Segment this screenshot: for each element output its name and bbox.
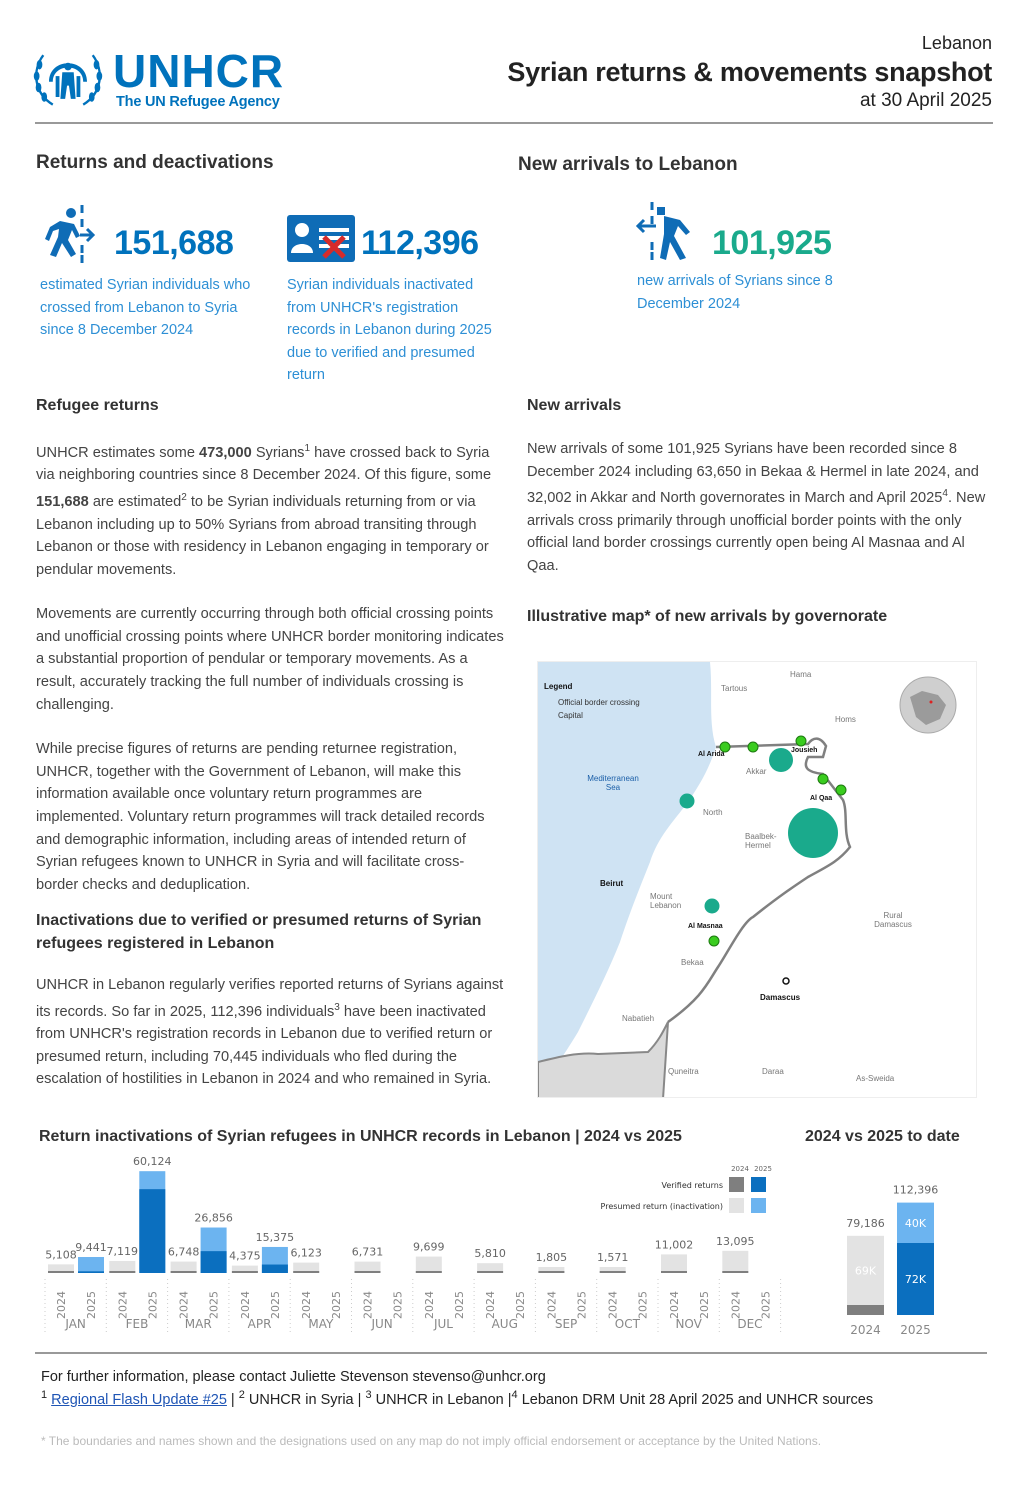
label-2024-aug: 5,810 bbox=[474, 1247, 506, 1261]
year-tick-2025: 2025 bbox=[514, 1291, 528, 1319]
label-2024-apr: 4,375 bbox=[229, 1249, 261, 1263]
unhcr-logo-subtitle: The UN Refugee Agency bbox=[116, 94, 280, 110]
map-label-akkar: Akkar bbox=[746, 767, 767, 776]
footer-divider bbox=[35, 1352, 987, 1354]
month-label-oct: OCT bbox=[614, 1317, 640, 1331]
kpi-arrivals-value: 101,925 bbox=[712, 224, 832, 262]
map-label-damascus: Damascus bbox=[760, 993, 801, 1002]
year-tick-2025: 2025 bbox=[636, 1291, 650, 1319]
month-label-feb: FEB bbox=[125, 1317, 149, 1331]
legend-label: Presumed return (inactivation) bbox=[600, 1202, 723, 1211]
year-tick-2024: 2024 bbox=[300, 1291, 314, 1319]
map-label-crossing-qaa: Al Qaa bbox=[810, 795, 833, 802]
new-arrivals-text bbox=[527, 438, 997, 599]
month-label-jun: JUN bbox=[371, 1317, 393, 1331]
month-label-jul: JUL bbox=[433, 1317, 453, 1331]
ytd-comparison-chart bbox=[820, 1150, 990, 1340]
year-tick-2024: 2024 bbox=[422, 1291, 436, 1319]
label-2024-nov: 11,002 bbox=[654, 1238, 694, 1252]
ytd-chart-title: 2024 vs 2025 to date bbox=[805, 1128, 960, 1145]
label-2024-jan: 5,108 bbox=[45, 1248, 77, 1262]
bar-2024-verified-jun bbox=[355, 1271, 381, 1273]
ytd-label-presumed-2024: 69K bbox=[854, 1264, 877, 1278]
map-label-bekaa: Bekaa bbox=[681, 958, 704, 967]
inactivations-heading: Inactivations due to verified or presumed returns of Syrian refugees registered in Lebanon bbox=[36, 912, 482, 952]
label-2024-dec: 13,095 bbox=[716, 1234, 755, 1248]
kpi-inactivated-description: Syrian individuals inactivated from UNHCR's registration records in Lebanon during 2025 due to verified and presumed return bbox=[287, 277, 492, 383]
bar-2025-presumed-jan bbox=[78, 1257, 104, 1273]
map-legend-title: Legend bbox=[544, 682, 573, 691]
unhcr-emblem-icon bbox=[30, 42, 106, 114]
year-tick-2024: 2024 bbox=[484, 1291, 498, 1319]
legend-swatch-2025 bbox=[751, 1198, 766, 1213]
inactivations-paragraph: UNHCR in Lebanon regularly verifies reported returns of Syrians against its records. So far in 2025, 112,396 individuals$^3$ have been inactivated from UNHCR's registration records in Lebanon due to verified return or presumed return, including 70,445 individuals who fled during the escalation of hostilities in Lebanon in 2024 and who remained in Syria. bbox=[36, 977, 504, 1088]
bar-2024-verified-jan bbox=[48, 1271, 74, 1273]
year-tick-2025: 2025 bbox=[452, 1291, 466, 1319]
month-label-aug: AUG bbox=[491, 1317, 518, 1331]
person-crossing-left-icon bbox=[634, 202, 696, 262]
crossing-marker bbox=[818, 774, 828, 784]
map-label-mount-lebanon: Mount Lebanon bbox=[650, 892, 682, 910]
ytd-label-presumed-2025: 40K bbox=[904, 1216, 927, 1230]
map-label-crossing-masnaa: Al Masnaa bbox=[688, 923, 723, 930]
map-label-crossing-arida: Al Arida bbox=[698, 751, 725, 758]
year-tick-2024: 2024 bbox=[545, 1291, 559, 1319]
map-label-as-sweida: As-Sweida bbox=[856, 1074, 895, 1083]
label-2025-apr: 15,375 bbox=[255, 1230, 295, 1244]
label-2024-jun: 6,731 bbox=[351, 1245, 384, 1259]
map-label-sea: Mediterranean Sea bbox=[587, 774, 639, 792]
map-label-tartous: Tartous bbox=[721, 684, 748, 693]
new-arrivals-map bbox=[537, 661, 977, 1098]
refugee-returns-paragraph-1: UNHCR estimates some 473,000 Syrians$^1$ have crossed back to Syria via neighboring countries since 8 December 2024. Of this figure, some 151,688 are estimated$^2$ to be Syrian individuals returning from or via Lebanon including up to 50% Syrians from abroad transiting through Lebanon or those with residency in Lebanon engaging in temporary or pendular movements. bbox=[36, 443, 492, 578]
ytd-label-verified-2025: 72K bbox=[904, 1273, 927, 1286]
new-arrivals-heading: New arrivals bbox=[527, 397, 622, 414]
year-tick-2024: 2024 bbox=[238, 1291, 252, 1319]
map-legend-crossing: Official border crossing bbox=[558, 698, 640, 707]
label-2024-oct: 1,571 bbox=[596, 1251, 629, 1264]
map-disclaimer: * The boundaries and names shown and the designations used on any map do not imply official endorsement or acceptance by the United Nations. bbox=[41, 1434, 822, 1448]
map-label-rural-damascus: Rural Damascus bbox=[874, 911, 912, 929]
header-divider bbox=[35, 122, 993, 124]
map-legend-capital: Capital bbox=[558, 711, 583, 720]
refugee-returns-heading: Refugee returns bbox=[36, 397, 159, 414]
bar-2025-verified-apr bbox=[262, 1265, 288, 1273]
report-date: at 30 April 2025 bbox=[859, 90, 992, 111]
unhcr-logo-text: UNHCR bbox=[113, 45, 285, 97]
year-tick-2024: 2024 bbox=[606, 1291, 620, 1319]
bar-2024-verified-feb bbox=[109, 1271, 135, 1273]
page-title: Syrian returns & movements snapshot bbox=[507, 57, 992, 87]
month-label-mar: MAR bbox=[184, 1317, 212, 1331]
year-tick-2025: 2025 bbox=[207, 1291, 221, 1319]
country-label: Lebanon bbox=[921, 33, 992, 53]
bubble-north bbox=[680, 794, 695, 809]
crossing-marker bbox=[748, 742, 758, 752]
map-label-homs: Homs bbox=[835, 715, 856, 724]
label-2025-mar: 26,856 bbox=[194, 1211, 233, 1225]
bubble-baalbek-hermel bbox=[788, 808, 838, 858]
sources-line: $^1$ Regional Flash Update #25 | $^2$ UNHCR in Syria | $^3$ UNHCR in Lebanon $|^4$ Lebanon DRM Unit 28 April 2025 and UNHCR sources bbox=[41, 1389, 874, 1408]
year-tick-2024: 2024 bbox=[177, 1291, 191, 1319]
map-label-crossing-jousieh: Jousieh bbox=[791, 747, 818, 754]
month-label-nov: NOV bbox=[675, 1317, 702, 1331]
arrivals-heading: New arrivals to Lebanon bbox=[518, 154, 738, 175]
ytd-total-2024: 79,186 bbox=[846, 1216, 885, 1230]
label-2025-jan: 9,441 bbox=[75, 1241, 107, 1255]
year-tick-2025: 2025 bbox=[268, 1291, 282, 1319]
bar-2024-dec bbox=[722, 1251, 748, 1273]
bar-2024-jul bbox=[416, 1257, 442, 1273]
id-card-deactivated-icon bbox=[287, 215, 355, 262]
monthly-chart-title: Return inactivations of Syrian refugees in UNHCR records in Lebanon | 2024 vs 2025 bbox=[39, 1128, 682, 1145]
label-2025-feb: 60,124 bbox=[133, 1155, 172, 1169]
year-tick-2025: 2025 bbox=[391, 1291, 405, 1319]
legend-swatch-2025 bbox=[751, 1177, 766, 1192]
contact-info: For further information, please contact Juliette Stevenson stevenso@unhcr.org bbox=[41, 1369, 546, 1385]
label-2024-feb: 7,119 bbox=[106, 1244, 139, 1258]
year-tick-2025: 2025 bbox=[85, 1291, 98, 1319]
map-label-north: North bbox=[703, 808, 723, 817]
kpi-crossed-value: 151,688 bbox=[114, 224, 234, 262]
bar-2024-verified-dec bbox=[722, 1271, 748, 1273]
legend-swatch-2024 bbox=[729, 1198, 744, 1213]
bar-2024-verified-aug bbox=[477, 1271, 503, 1273]
month-label-apr: APR bbox=[247, 1317, 272, 1331]
year-tick-2025: 2025 bbox=[146, 1291, 160, 1319]
bar-2025-verified-jan bbox=[78, 1271, 104, 1273]
crossing-marker bbox=[796, 736, 806, 746]
ytd-bar-verified-2024 bbox=[847, 1305, 884, 1315]
year-tick-2025: 2025 bbox=[575, 1291, 589, 1319]
crossing-marker bbox=[836, 785, 846, 795]
legend-year-2025: 2025 bbox=[754, 1165, 772, 1173]
refugee-returns-paragraph-3: While precise figures of returns are pending returnee registration, UNHCR, together with the Government of Lebanon, will make this information available once voluntary return programmes are implemented. Voluntary return programmes will track detailed records and demographic information, including areas of intended return of Syrian refugees known to UNHCR in Syria and will facilitate cross-border checks and deduplication. bbox=[36, 741, 485, 893]
bubble-akkar bbox=[769, 748, 793, 772]
inactivations-text bbox=[36, 974, 506, 1113]
year-tick-2024: 2024 bbox=[729, 1291, 743, 1319]
kpi-inactivated-value: 112,396 bbox=[361, 224, 479, 262]
kpi-crossed-description: estimated Syrian individuals who crossed from Lebanon to Syria since 8 December 2024 bbox=[40, 277, 251, 338]
source-link-flash-update[interactable]: Regional Flash Update #25 bbox=[51, 1391, 227, 1408]
refugee-returns-paragraph-2: Movements are currently occurring through both official crossing points and unofficial crossing points where UNHCR border monitoring indicates a substantial proportion of pendular or temporary movements. As a result, accurately tracking the full number of individuals crossing is challenging. bbox=[36, 606, 504, 713]
bar-2024-verified-mar bbox=[171, 1271, 197, 1273]
map-label-hama: Hama bbox=[790, 670, 812, 679]
map-label-quneitra: Quneitra bbox=[668, 1067, 699, 1076]
month-label-jan: JAN bbox=[65, 1317, 86, 1331]
bar-2024-verified-oct bbox=[600, 1271, 626, 1273]
bar-2024-verified-apr bbox=[232, 1271, 258, 1273]
year-tick-2025: 2025 bbox=[759, 1291, 773, 1319]
year-tick-2024: 2024 bbox=[55, 1291, 68, 1319]
year-tick-2025: 2025 bbox=[698, 1291, 711, 1319]
bar-2024-verified-nov bbox=[661, 1271, 687, 1273]
returns-heading: Returns and deactivations bbox=[36, 152, 274, 173]
monthly-inactivations-chart bbox=[35, 1150, 785, 1340]
month-label-sep: SEP bbox=[554, 1317, 578, 1331]
year-tick-2024: 2024 bbox=[668, 1291, 681, 1319]
crossing-marker bbox=[709, 936, 719, 946]
year-tick-2025: 2025 bbox=[330, 1291, 344, 1319]
bar-2025-verified-mar bbox=[201, 1251, 227, 1273]
ytd-year-2025: 2025 bbox=[900, 1323, 931, 1337]
bar-2024-verified-sep bbox=[538, 1271, 564, 1273]
map-label-nabatieh: Nabatieh bbox=[622, 1014, 655, 1023]
label-2024-jul: 9,699 bbox=[413, 1240, 445, 1254]
kpi-arrivals-description: new arrivals of Syrians since 8 December 2024 bbox=[637, 273, 833, 312]
legend-swatch-2024 bbox=[729, 1177, 744, 1192]
map-heading: Illustrative map* of new arrivals by governorate bbox=[527, 608, 888, 625]
label-2024-sep: 1,805 bbox=[535, 1251, 568, 1264]
ytd-total-2025: 112,396 bbox=[892, 1183, 939, 1197]
bar-2024-verified-jul bbox=[416, 1271, 442, 1273]
year-tick-2024: 2024 bbox=[116, 1291, 130, 1319]
new-arrivals-paragraph: New arrivals of some 101,925 Syrians have been recorded since 8 December 2024 including 63,650 in Bekaa & Hermel in late 2024, and 32,002 in Akkar and North governorates in March and April 2025$^4$. New arrivals cross primarily through unofficial border points with the only official land border crossings currently open being Al Masnaa and Al Qaa. bbox=[527, 441, 986, 574]
label-2024-mar: 6,748 bbox=[167, 1245, 200, 1259]
year-tick-2024: 2024 bbox=[361, 1291, 375, 1319]
map-label-daraa: Daraa bbox=[762, 1067, 784, 1076]
globe-inset bbox=[900, 677, 956, 733]
label-2024-may: 6,123 bbox=[290, 1246, 322, 1260]
month-label-dec: DEC bbox=[737, 1317, 763, 1331]
bar-2024-nov bbox=[661, 1254, 687, 1273]
bubble-bekaa bbox=[705, 899, 720, 914]
person-crossing-right-icon bbox=[36, 205, 96, 263]
map-label-beirut: Beirut bbox=[600, 879, 624, 888]
refugee-returns-text bbox=[36, 438, 506, 918]
legend-year-2024: 2024 bbox=[731, 1165, 749, 1173]
month-label-may: MAY bbox=[308, 1317, 334, 1331]
map-label-baalbek-hermel: Baalbek-Hermel bbox=[745, 832, 777, 850]
ytd-year-2024: 2024 bbox=[850, 1323, 881, 1337]
bar-2024-verified-may bbox=[293, 1271, 319, 1273]
bar-2025-verified-feb bbox=[139, 1189, 165, 1273]
legend-label: Verified returns bbox=[661, 1181, 723, 1190]
